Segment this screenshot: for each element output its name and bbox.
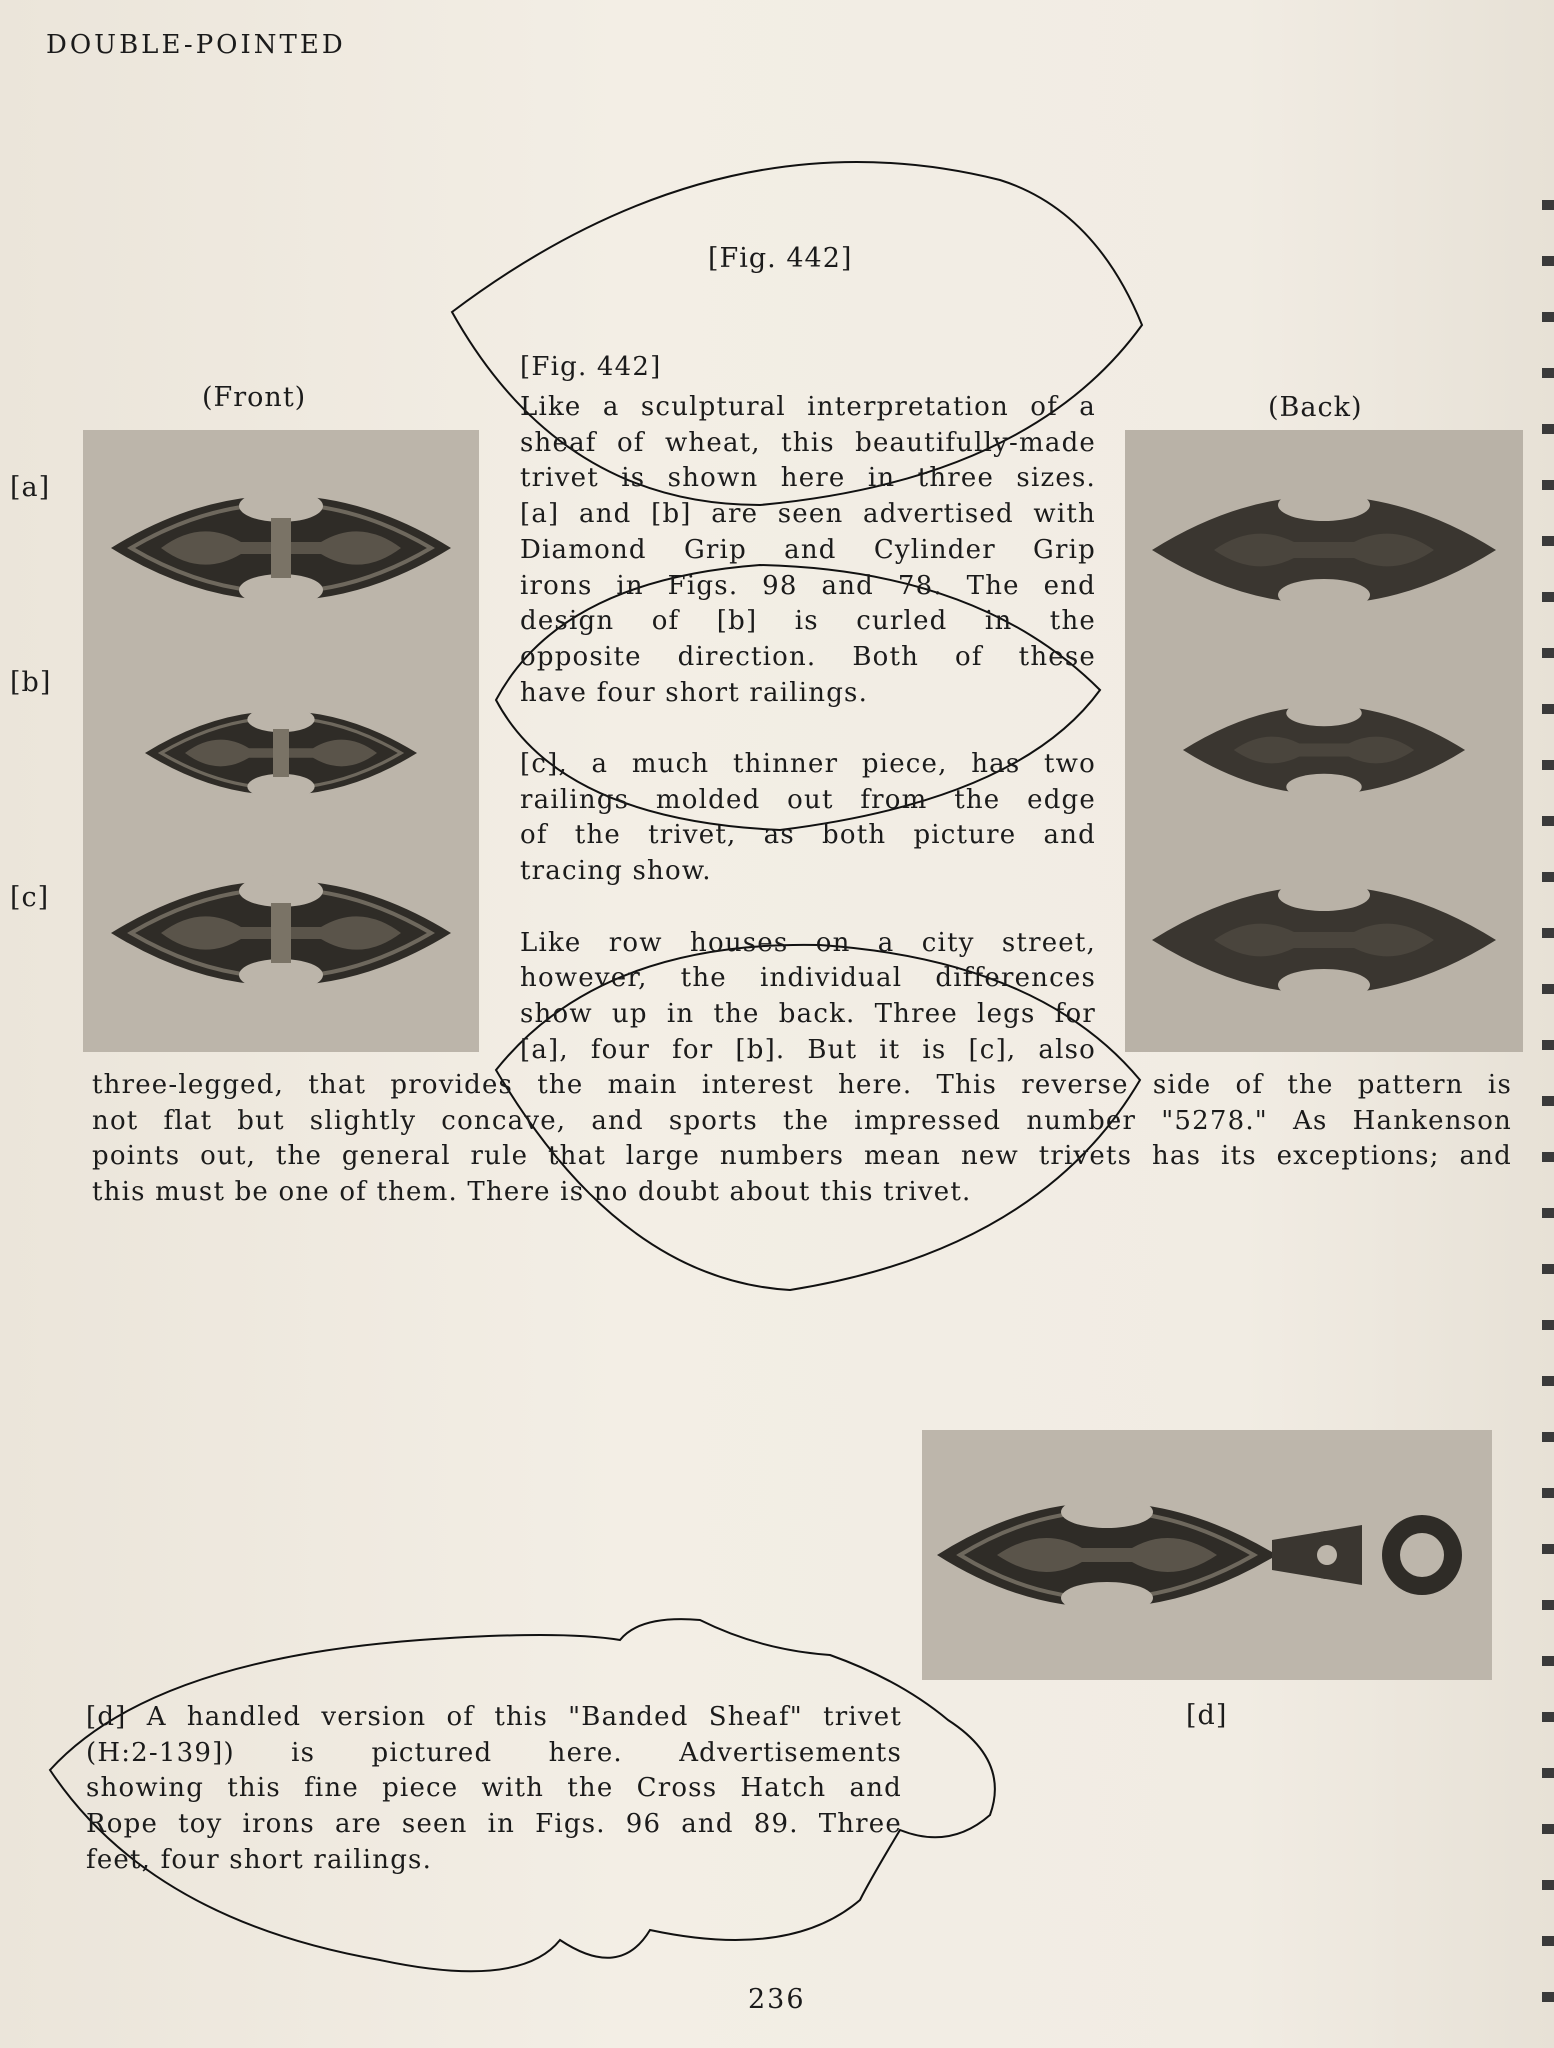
text-line: [d] A handled version of this "Banded Sheaf" trivet (86, 1702, 902, 1732)
handled-trivet-photo (922, 1430, 1492, 1680)
text-line: Diamond Grip and Cylinder Grip (520, 534, 1096, 565)
tracing-fig-label: [Fig. 442] (708, 243, 853, 274)
caption-fig-label: [Fig. 442] (520, 352, 662, 382)
text-line: points out, the general rule that large numbers mean new trivets has its exceptions; and (92, 1141, 1512, 1172)
text-line: tracing show. (520, 856, 712, 887)
text-line: (H:2-139]) is pictured here. Advertisements (86, 1737, 902, 1768)
text-line: of the trivet, as both picture and (520, 820, 1096, 851)
text-line: [a], four for [b]. But it is [c], also (520, 1034, 1096, 1065)
blank-line (520, 890, 1096, 926)
page-number: 236 (748, 1984, 806, 2015)
text-line: [a] and [b] are seen advertised with (520, 499, 1096, 530)
text-line: show up in the back. Three legs for (520, 998, 1096, 1029)
text-line: design of [b] is curled in the (520, 606, 1096, 637)
row-label-c: [c] (10, 882, 50, 913)
text-line: feet, four short railings. (86, 1844, 433, 1875)
text-line: opposite direction. Both of these (520, 641, 1096, 672)
back-label: (Back) (1268, 392, 1363, 423)
text-line: railings molded out from the edge (520, 784, 1096, 815)
row-label-b: [b] (10, 667, 52, 698)
text-line: three-legged, that provides the main interest here. This reverse side of the pattern is (92, 1070, 1512, 1100)
front-trivets-photo (83, 430, 479, 1052)
row-label-a: [a] (10, 472, 51, 503)
text-line: [c], a much thinner piece, has two (520, 749, 1096, 780)
text-line: sheaf of wheat, this beautifully-made (520, 427, 1096, 458)
text-line: irons in Figs. 98 and 78. The end (520, 570, 1096, 601)
running-header: DOUBLE-POINTED (46, 30, 346, 60)
text-line: have four short railings. (520, 677, 869, 708)
text-line: Rope toy irons are seen in Figs. 96 and 89. Three (86, 1809, 902, 1840)
front-label: (Front) (202, 382, 307, 413)
column-text (520, 390, 1096, 1068)
text-line: this must be one of them. There is no doubt about this trivet. (92, 1177, 972, 1208)
text-line: not flat but slightly concave, and sports the impressed number "5278." As Hankenson (92, 1105, 1512, 1136)
text-line: Like a sculptural interpretation of a (520, 392, 1096, 422)
binding-holes (1534, 0, 1554, 2048)
blank-line (520, 711, 1096, 747)
text-line: however, the individual differences (520, 963, 1096, 994)
back-trivets-photo (1125, 430, 1523, 1052)
handled-text (86, 1700, 902, 1879)
full-width-text (92, 1068, 1512, 1211)
text-line: Like row houses on a city street, (520, 927, 1096, 958)
text-line: trivet is shown here in three sizes. (520, 463, 1096, 494)
d-label: [d] (1186, 1700, 1228, 1731)
text-line: showing this fine piece with the Cross Hatch and (86, 1773, 902, 1804)
